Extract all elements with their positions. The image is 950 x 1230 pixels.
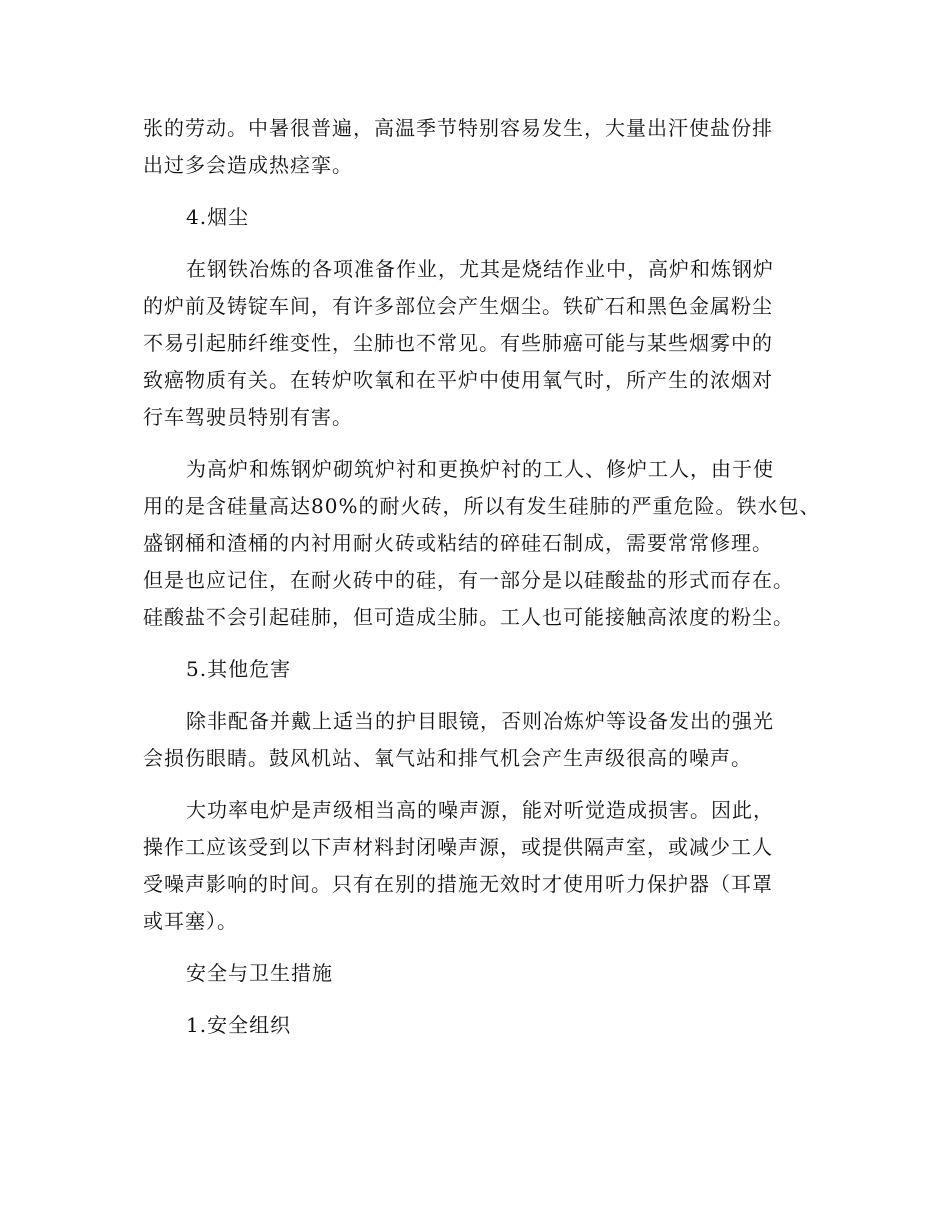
paragraph-line: 操作工应该受到以下声材料封闭噪声源，或提供隔声室，或减少工人 [143, 835, 773, 859]
section-heading: 5.其他危害 [186, 657, 292, 681]
paragraph-line: 张的劳动。中暑很普遍，高温季节特别容易发生，大量出汗使盐份排 [143, 116, 773, 140]
paragraph-line: 出过多会造成热痉挛。 [143, 153, 353, 177]
paragraph-line: 硅酸盐不会引起硅肺，但可造成尘肺。工人也可能接触高浓度的粉尘。 [143, 605, 794, 629]
paragraph-line: 会损伤眼睛。鼓风机站、氧气站和排气机会产生声级很高的噪声。 [143, 746, 752, 770]
paragraph-line: 为高炉和炼钢炉砌筑炉衬和更换炉衬的工人、修炉工人，由于使 [186, 457, 774, 481]
paragraph-line: 除非配备并戴上适当的护目眼镜，否则冶炼炉等设备发出的强光 [186, 709, 774, 733]
paragraph-line: 致癌物质有关。在转炉吹氧和在平炉中使用氧气时，所产生的浓烟对 [143, 368, 773, 392]
paragraph-line: 行车驾驶员特别有害。 [143, 405, 353, 429]
section-heading: 4.烟尘 [186, 205, 250, 229]
paragraph-line: 在钢铁冶炼的各项准备作业，尤其是烧结作业中，高炉和炼钢炉 [186, 257, 774, 281]
paragraph-line: 的炉前及铸锭车间，有许多部位会产生烟尘。铁矿石和黑色金属粉尘 [143, 294, 773, 318]
subsection-heading: 1.安全组织 [186, 1013, 292, 1037]
paragraph-line: 大功率电炉是声级相当高的噪声源，能对听觉造成损害。因此， [186, 798, 774, 822]
paragraph-line: 不易引起肺纤维变性，尘肺也不常见。有些肺癌可能与某些烟雾中的 [143, 331, 773, 355]
paragraph-line: 或耳塞）。 [143, 909, 238, 933]
section-heading: 安全与卫生措施 [186, 961, 333, 985]
paragraph-line: 盛钢桶和渣桶的内衬用耐火砖或粘结的碎硅石制成，需要常常修理。 [143, 531, 773, 555]
paragraph-line: 受噪声影响的时间。只有在别的措施无效时才使用听力保护器（耳罩 [143, 872, 773, 896]
paragraph-line: 但是也应记住，在耐火砖中的硅，有一部分是以硅酸盐的形式而存在。 [143, 568, 794, 592]
paragraph-line: 用的是含硅量高达80%的耐火砖，所以有发生硅肺的严重危险。铁水包、 [143, 494, 821, 518]
